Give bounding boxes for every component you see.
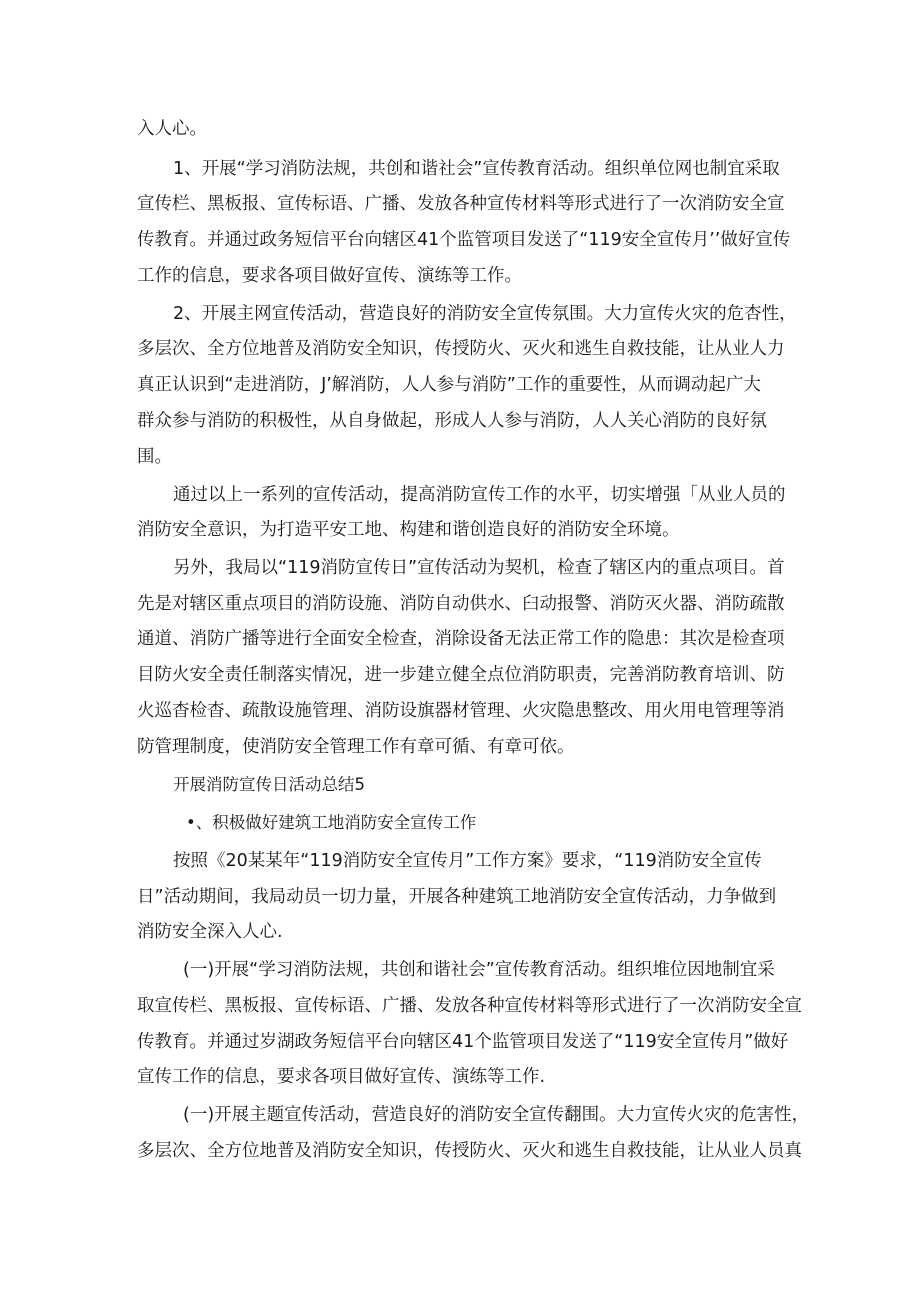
paragraph-line: 先是对辖区重点项目的消防设施、消防自动供水、臼动报警、消防灭火器、消防疏散	[137, 594, 785, 614]
paragraph-line: 传教育。并通过岁湖政务短信平台向辖区41个监管项目发送了“119安全宣传月”做好	[137, 1032, 789, 1052]
paragraph-line: 火巡杳检杳、疏散设施管理、消防设旗器材管理、火灾隐患整改、用火用电管理等消	[137, 701, 785, 721]
paragraph-line: 传教育。并通过政务短信平台向辖区41个监管项目发送了“119安全宣传月’’做好宣传	[137, 230, 791, 250]
paragraph-line: 工作的信息，要求各项目做好宣传、演练等工作。	[137, 266, 522, 286]
paragraph-line: 2、开展主网宣传活动，营造良好的消防安全宣传氛围。大力宣传火灾的危杏性，	[173, 304, 797, 324]
paragraph-line: 多层次、全方位地普及消防安全知识，传授防火、灭火和逃生自救技能，让从业人员真	[137, 1141, 802, 1161]
paragraph-line: 消防安全深入人心.	[137, 922, 283, 942]
paragraph-line: 群众参与消防的积极性，从自身做起，形成人人参与消防，人人关心消防的良好氛	[137, 411, 767, 431]
paragraph-line: 多层次、全方位地普及消防安全知识，传授防火、灭火和逃生自救技能，让从业人力	[137, 339, 785, 359]
paragraph-line: 通道、消防广播等进行全面安全检查，消除设备无法正常工作的隐患：其次是检查项	[137, 629, 785, 649]
section-title: 开展消防宣传日活动总结5	[173, 775, 365, 794]
paragraph-line: 1、开展“学习消防法规，共创和谐社会”宣传教育活动。组织单位网也制宜采取	[173, 159, 780, 179]
paragraph-line: 消防安全意识，为打造平安工地、构建和谐创造良好的消防安全环境。	[137, 520, 680, 540]
paragraph-line: 按照《20某某年“119消防安全宣传月”工作方案》要求，“119消防安全宣传	[173, 851, 762, 871]
paragraph-line: 取宣传栏、黑板报、宣传标语、广播、发放各种宣传材料等形式进行了一次消防安全宣	[137, 996, 802, 1016]
paragraph-line: 通过以上一系列的宣传活动，提高消防宣传工作的水平，切实增强「从业人员的	[173, 485, 786, 505]
paragraph-line: 另外，我局以“119消防宣传日”宣传活动为契机，检查了辖区内的重点项目。首	[173, 558, 785, 578]
paragraph-line: 防管理制度，使消防安全管理工作有章可循、有章可依。	[137, 737, 575, 757]
paragraph-line: 目防火安全责任制落实情况，进一步建立健全点位消防职责，完善消防教育培训、防	[137, 665, 785, 685]
paragraph-line: (一)开展主题宣传活动，营造良好的消防安全宣传翻围。大力宣传火灾的危害性，	[183, 1105, 810, 1125]
paragraph-line: 入人心。	[137, 119, 207, 139]
paragraph-line: 围。	[137, 447, 172, 467]
paragraph-line: 日”活动期间，我局动员一切力量，开展各种建筑工地消防安全宣传活动，力争做到	[137, 887, 777, 907]
paragraph-line: (一)开展“学习消防法规，共创和谐社会”宣传教育活动。组织堆位因地制宜采	[183, 960, 775, 980]
paragraph-line: 宣传工作的信息，要求各项目做好宣传、演练等工作.	[137, 1067, 546, 1087]
paragraph-line: 真正认识到“走进消防，J’解消防，人人参与消防”工作的重要性，从而调动起广大	[137, 375, 761, 395]
section-subtitle: •、积极做好建筑工地消防安全宣传工作	[186, 813, 477, 832]
paragraph-line: 宣传栏、黑板报、宣传标语、广播、发放各种宣传材料等形式进行了一次消防安全宣	[137, 194, 785, 214]
